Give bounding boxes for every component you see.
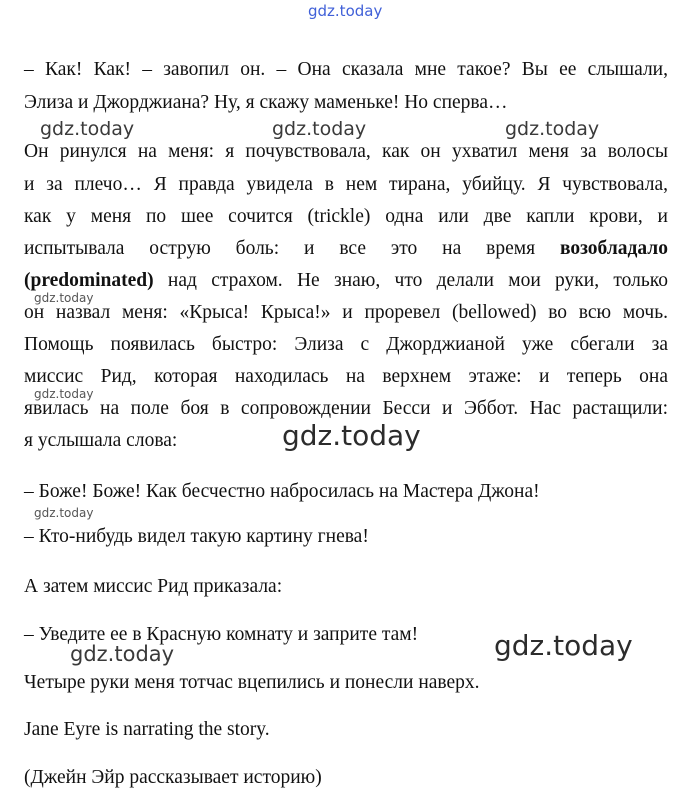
closing-line: Четыре руки меня тотчас вцепились и понесли наверх. bbox=[24, 672, 480, 693]
paragraph2-line2: и за плечо… Я правда увидела в нем тирана, убийцу. Я чувствовала, bbox=[24, 174, 668, 195]
answer-english: Jane Eyre is narrating the story. bbox=[24, 719, 270, 740]
bold-term-english: (predominated) bbox=[24, 270, 154, 291]
watermark-top: gdz.today bbox=[308, 2, 383, 20]
paragraph2-line9: явилась на поле боя в сопровождении Бесси и Эббот. Нас растащили: bbox=[24, 398, 668, 419]
paragraph2-line5 bbox=[24, 269, 668, 293]
quote-line-2: – Кто-нибудь видел такую картину гнева! bbox=[24, 526, 369, 547]
bold-term-russian: возобладало bbox=[559, 238, 668, 259]
watermark: gdz.today bbox=[505, 118, 600, 140]
quote-line-3: – Уведите ее в Красную комнату и заприте там! bbox=[24, 624, 419, 645]
watermark: gdz.today bbox=[494, 629, 633, 662]
paragraph2-line7: Помощь появилась быстро: Элиза с Джорджианой уже сбегали за bbox=[24, 334, 668, 355]
paragraph2-line4-text: испытывала острую боль: и все это на время bbox=[24, 238, 560, 259]
quote-line-1: – Боже! Боже! Как бесчестно набросилась на Мастера Джона! bbox=[24, 481, 540, 502]
paragraph1-line2: Элиза и Джорджиана? Ну, я скажу маменьке! Но сперва… bbox=[24, 92, 508, 113]
paragraph2-line8: миссис Рид, которая находилась на верхнем этаже: и теперь она bbox=[24, 366, 668, 387]
watermark: gdz.today bbox=[70, 642, 175, 666]
watermark: gdz.today bbox=[282, 419, 421, 452]
watermark: gdz.today bbox=[272, 118, 367, 140]
watermark: gdz.today bbox=[34, 387, 94, 401]
intro-line: А затем миссис Рид приказала: bbox=[24, 576, 283, 597]
paragraph2-line10: я услышала слова: bbox=[24, 430, 178, 451]
watermark: gdz.today bbox=[34, 291, 94, 305]
answer-russian: (Джейн Эйр рассказывает историю) bbox=[24, 767, 322, 788]
watermark: gdz.today bbox=[40, 118, 135, 140]
paragraph2-line4 bbox=[24, 237, 668, 261]
paragraph2-line6: он назвал меня: «Крыса! Крыса!» и проревел (bellowed) во всю мочь. bbox=[24, 302, 668, 323]
paragraph2-line3: как у меня по шее сочится (trickle) одна или две капли крови, и bbox=[24, 206, 668, 227]
paragraph1-line1: – Как! Как! – завопил он. – Она сказала мне такое? Вы ее слышали, bbox=[24, 59, 668, 80]
paragraph2-line1: Он ринулся на меня: я почувствовала, как он ухватил меня за волосы bbox=[24, 141, 668, 162]
paragraph2-line5-text: над страхом. Не знаю, что делали мои руки, только bbox=[153, 270, 668, 291]
watermark: gdz.today bbox=[34, 506, 94, 520]
